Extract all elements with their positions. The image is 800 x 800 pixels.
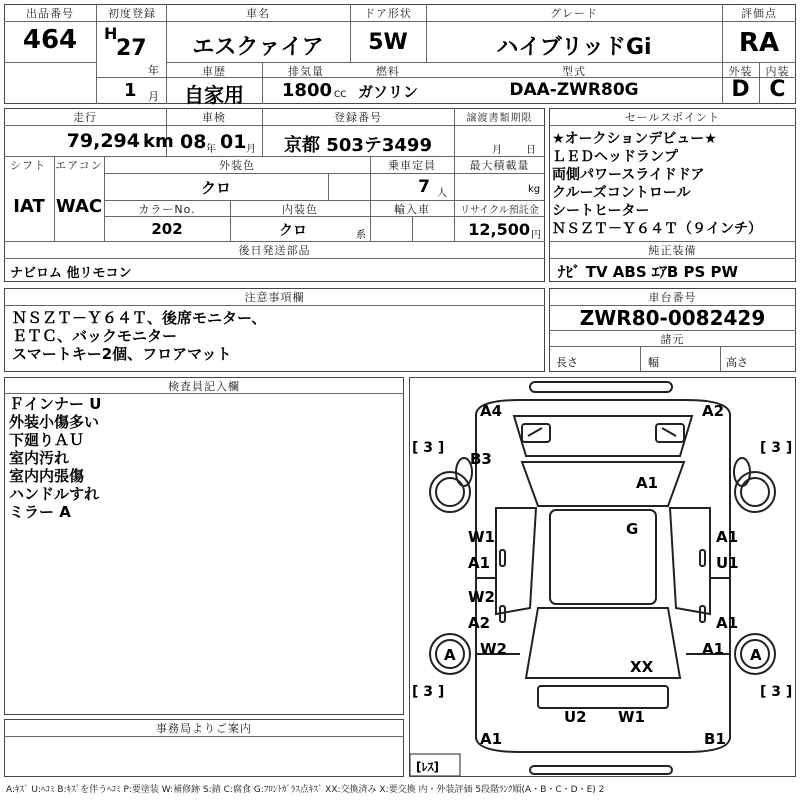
car-name: エスクァイア — [192, 35, 324, 60]
reg-month: 1 — [124, 80, 137, 101]
cc-unit: CC — [334, 90, 347, 100]
sales-line: ＮＳＺＴ－Ｙ６４Ｔ（９インチ） — [552, 221, 762, 237]
transfer-label: 譲渡書類期限 — [466, 113, 533, 124]
ext-label: 外装 — [728, 65, 753, 78]
load-unit: kg — [528, 184, 541, 195]
reg-label: 初度登録 — [108, 7, 156, 20]
inspector-line: ハンドルすれ — [9, 485, 100, 503]
damage-u2: U2 — [564, 708, 587, 726]
color-no: 202 — [151, 220, 183, 238]
color-label: 外装色 — [219, 159, 255, 172]
insp-year-unit: 年 — [206, 144, 216, 155]
mileage-label: 走行 — [73, 111, 97, 124]
damage-b1-bottom-right: B1 — [704, 730, 726, 748]
color-no-label: カラーNo. — [138, 203, 196, 216]
car-label: 車名 — [246, 7, 270, 20]
damage-a2-top: A2 — [702, 402, 725, 420]
inspector-line: 室内汚れ — [9, 449, 70, 467]
damage-wheel-right: A — [750, 646, 762, 664]
inspector-line: 室内内張傷 — [9, 467, 85, 485]
damage-u1-right: U1 — [716, 554, 739, 572]
shift: IAT — [13, 196, 45, 217]
damage-wheel-left: A — [444, 646, 456, 664]
inspector-line: ミラー A — [9, 503, 71, 521]
damage-a1-left: A1 — [468, 554, 491, 572]
damage-xx: XX — [630, 658, 654, 676]
mileage: 79,294 — [66, 130, 140, 152]
interior-color: クロ — [279, 223, 307, 239]
note-line: ＮＳＺＴ－Ｙ６４Ｔ、後席モニター、 — [12, 309, 267, 327]
transfer-day: 日 — [526, 145, 536, 156]
notes-text — [12, 309, 266, 363]
inspection-label: 車検 — [202, 111, 226, 124]
note-line: ＥＴＣ、バックモニター — [12, 327, 178, 345]
recycle-label: リサイクル預託金 — [460, 205, 539, 216]
displacement: 1800 — [281, 80, 332, 101]
damage-a1-right-3: A1 — [702, 640, 725, 658]
car-diagram — [409, 377, 796, 777]
grade: ハイブリッドGi — [496, 35, 652, 60]
color: クロ — [200, 179, 231, 197]
lot-number: 464 — [22, 25, 78, 55]
score: RA — [738, 28, 780, 58]
displacement-label: 排気量 — [288, 65, 324, 78]
damage-a4: A4 — [480, 402, 503, 420]
chassis-number: ZWR80-0082429 — [579, 306, 766, 330]
sales-line: ＬＥＤヘッドランプ — [552, 149, 678, 165]
spec-length: 長さ — [556, 356, 578, 369]
shift-label: シフト — [10, 159, 46, 172]
spec-width: 幅 — [648, 356, 659, 369]
plate-label: 登録番号 — [334, 111, 382, 124]
later-parts: ナビロム 他リモコン — [10, 266, 132, 281]
insp-year: 08 — [180, 131, 207, 153]
damage-a1-right-2: A1 — [716, 614, 739, 632]
model: DAA-ZWR80G — [509, 80, 639, 100]
sales-line: クルーズコントロール — [552, 185, 691, 201]
sales-line: シートヒーター — [552, 203, 650, 219]
inspector-line: Ｆインナー U — [9, 395, 102, 413]
history-label: 車歴 — [202, 65, 226, 78]
inspector-notes — [9, 395, 101, 521]
tire-rear-right: [ 3 ] — [760, 684, 793, 700]
note-line: スマートキー2個、フロアマット — [12, 345, 232, 363]
fuel-label: 燃料 — [376, 65, 400, 78]
int-grade: C — [769, 77, 786, 102]
transfer-month: 月 — [492, 145, 502, 156]
ac: WAC — [55, 196, 103, 217]
damage-g: G — [626, 520, 639, 538]
lot-label: 出品番号 — [26, 7, 74, 20]
load-label: 最大積載量 — [469, 159, 530, 172]
month-unit: 月 — [148, 90, 159, 103]
insp-month-unit: 月 — [246, 144, 256, 155]
damage-a1-right: A1 — [716, 528, 739, 546]
spec-label: 諸元 — [660, 333, 685, 346]
notes-label: 注意事項欄 — [244, 291, 305, 304]
equipment: ﾅﾋﾞ TV ABS ｴｱB PS PW — [558, 263, 739, 281]
reg-year: 27 — [116, 36, 147, 61]
damage-w1-bottom: W1 — [618, 708, 645, 726]
tire-front-right: [ 3 ] — [760, 440, 793, 456]
office-label: 事務局よりご案内 — [156, 722, 252, 735]
insp-month: 01 — [220, 131, 247, 153]
sales-label: セールスポイント — [624, 111, 720, 124]
sales-line: ★オークションデビュー★ — [552, 131, 717, 147]
recycle-fee: 12,500 — [468, 220, 530, 239]
capacity-unit: 人 — [437, 188, 447, 199]
inspector-label: 検査員記入欄 — [168, 380, 240, 393]
damage-a1-hood: A1 — [636, 474, 659, 492]
interior-unit: 系 — [356, 230, 366, 241]
capacity-label: 乗車定員 — [388, 159, 436, 172]
inspector-line: 外装小傷多い — [9, 413, 100, 431]
year-unit: 年 — [148, 64, 159, 77]
ac-label: エアコン — [55, 159, 103, 172]
yen-unit: 円 — [531, 230, 541, 241]
chassis-label: 車台番号 — [648, 291, 697, 304]
damage-w1-left: W1 — [468, 528, 495, 546]
door-type: 5W — [368, 30, 408, 55]
capacity: 7 — [418, 177, 430, 197]
grade-label: グレード — [550, 7, 598, 20]
inspector-line: 下廻りＡＵ — [9, 431, 85, 449]
sales-points — [552, 130, 794, 238]
damage-a2-left: A2 — [468, 614, 491, 632]
mileage-unit: km — [143, 131, 174, 152]
tire-front-left: [ 3 ] — [412, 440, 445, 456]
damage-b3: B3 — [470, 450, 492, 468]
score-label: 評価点 — [741, 7, 777, 20]
legend: A:ｷｽﾞ U:ﾍｺﾐ B:ｷｽﾞを伴うﾍｺﾐ P:要塗装 W:補修跡 S:錆 C:腐食 G:ﾌﾛﾝﾄｶﾞﾗｽ点ｷｽﾞ XX:交換済み X:要交換 内・外装評価 5段階ﾗﾝｸ順(A・B・C・D・E) 2 — [6, 785, 605, 795]
plate: 京都 503テ3499 — [284, 135, 432, 156]
car-outline — [410, 378, 795, 776]
spec-height: 高さ — [726, 356, 748, 369]
equip-label: 純正装備 — [648, 244, 697, 257]
later-parts-label: 後日発送部品 — [238, 244, 311, 257]
interior-color-label: 内装色 — [282, 203, 318, 216]
tire-rear-left: [ 3 ] — [412, 684, 445, 700]
ext-grade: D — [731, 77, 750, 102]
import-label: 輸入車 — [394, 203, 430, 216]
fuel: ガソリン — [357, 83, 418, 101]
int-label: 内装 — [765, 65, 790, 78]
damage-w2-left-2: W2 — [480, 640, 507, 658]
spare-tire: [ﾚｽ] — [416, 760, 439, 774]
history: 自家用 — [184, 83, 244, 107]
damage-a1-bottom-left: A1 — [480, 730, 503, 748]
door-label: ドア形状 — [364, 7, 412, 20]
era: H — [104, 24, 118, 43]
sales-line: 両側パワースライドドア — [552, 167, 705, 183]
model-label: 型式 — [562, 65, 586, 78]
damage-w2-left: W2 — [468, 588, 495, 606]
